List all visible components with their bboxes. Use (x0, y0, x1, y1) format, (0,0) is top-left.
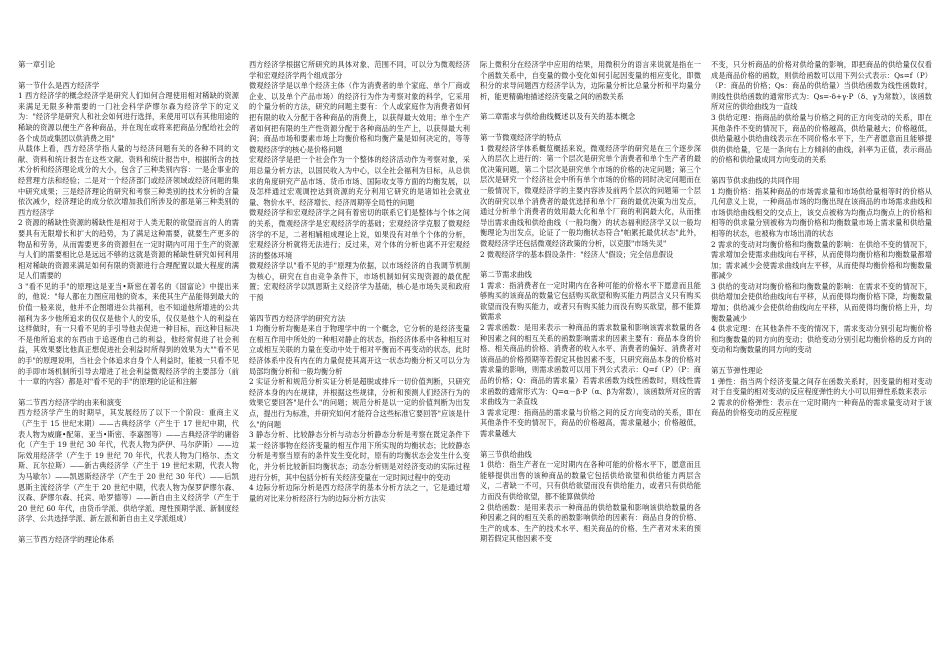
body-paragraph: 际上微积分在经济学中应用的结果，用微积分的语言来说就是指在一个函数关系中，自变量的微小变化如何引起因变量的相应变化，即微积分的求导问题西方经济学认为，边际量分析比总量分析和平均量分析，能更精确地描述经济变量之间的函数关系 (480, 60, 701, 101)
paragraph-spacer (18, 525, 239, 535)
section-heading: 第四节供求曲线的共同作用 (711, 175, 800, 185)
paragraph-spacer (711, 356, 932, 366)
body-paragraph: 西方经济学产生的时期早，其发展经历了以下一个阶段：重商主义（产生于 15 世纪末期）——古典经济学（产生于 17 世纪中期，代表人物为威廉•配第、亚当•斯密、李嘉图等）——古典经济学的庸俗化（产生于 19 世纪 30 年代，代表人物为萨伊、马尔萨斯）——边际效用经济学（产生于 19 世纪 70 年代，代表人物为门格尔、杰文斯、瓦尔拉斯）——新古典经济学（产生于 19 世纪末期，代表人物为马歇尔）——凯恩斯经济学（产生于 20 世纪 30 年代）——后凯恩斯主流经济学（产生于 20 世纪中期，代表人物为保罗萨缪尔森、汉森、萨缪尔森、托宾、哈罗德等）——新自由主义经济学（产生于 20 世纪 60 年代，由货币学派、供给学派、理性预期学派、新制度经济学、公共选择学派、新左派和新自由主义学派组成） (18, 408, 239, 524)
text-column-2 (249, 60, 470, 672)
section-heading: 第四节西方经济学的研究方法 (249, 313, 346, 323)
body-paragraph: 1 微观经济学体系概览概括来说，微观经济学的研究是在三个逐步深入的层次上进行的：第一个层次是研究单个消费者和单个生产者的最优决策问题，第二个层次是研究单个市场的价格的决定问题；第三个层次是研究一个经济社会中所有单个市场的价格的同时决定问题而在一般情况下，微观经济学的主要内容涉及前两个层次的问题第一个层次的研究以单个消费者的最优选择和单个厂商的最优决策为出发点，通过分析单个消费者的效用最大化和单个厂商的利润最大化，从而推导出需求曲线和供给曲线（一般均衡）的状态福利经济学又以一般均衡理论为出发点，论证了一般均衡状态符合"帕累托最优状态"此外，微观经济学还包括微观经济政策的分析，以克服"市场失灵" (480, 143, 701, 248)
text-column-3 (480, 60, 701, 672)
body-paragraph: 微观经济学和宏观经济学之间有着密切的联系它们是整体与个体之间的关系，微观经济学是宏观经济学的基础；宏观经济学克服了微观经济学的不足，二者相辅相成理论上说，如果没有对单个个体的分析，宏观经济分析就将无法进行；反过来，对个体的分析也离不开宏观经济的整体环境 (249, 208, 470, 260)
body-paragraph: 微观经济学以"看不见的手"原理为依据，以市场经济的自我调节机制为核心，研究在自由竞争条件下，市场机制如何实现资源的最优配置；宏观经济学以凯恩斯主义经济学为基础，核心是市场失灵和政府干预 (249, 261, 470, 303)
body-paragraph: 2 资源的稀缺性资源的稀缺性是相对于人类无限的欲望而言的人的需要具有无限增长和扩大的趋势，为了满足这种需要，就要生产更多的物品和劳务，从而需要更多的资源但在一定时期内可用于生产的资源与人们的需要相比总是远远不够的这就是资源的稀缺性研究如何利用相对稀缺的资源来满足如何有限的资源进行合理配置以最大程度的满足人们需要的 (18, 218, 239, 281)
section-heading: 第一节什么是西方经济学 (18, 80, 100, 90)
body-paragraph: 1 供给：指生产者在一定时期内在各种可能的价格水平下，愿意而且能够提供出售的该种商品的数量它包括供给欲望和供给能力两层含义，二者缺一不可，只有供给欲望而没有供给能力，或者只有供给能力而没有供给欲望，都不能算做供给 (480, 460, 701, 501)
body-paragraph: 西方经济学根据它所研究的具体对象、范围不同，可以分为微观经济学和宏观经济学两个组成部分 (249, 60, 470, 80)
section-heading: 第一章引论 (18, 60, 55, 69)
body-paragraph: 1 需求：指消费者在一定时期内在各种可能的价格水平下愿意而且能够购买的该商品的数量它包括购买欲望和购买能力两层含义只有购买欲望而没有购买能力，或者只有购买能力而没有购买欲望，都不能算做需求 (480, 280, 701, 322)
body-paragraph: 宏观经济学是把一个社会作为一个整体的经济活动作为考察对象，采用总量分析方法，以国民收入为中心，以全社会福利为目标，从总供求的角度研究产品市场、货币市场、国际收支等方面的均衡发展，以及怎样通过宏观调控达到资源的充分利用它研究的是诸如社会就业量、物价水平、经济增长、经济周期等全局性的问题 (249, 155, 470, 207)
body-paragraph: 4 供求定理：在其他条件不变的情况下，需求变动分别引起均衡价格和均衡数量的同方向的变动；供给变动分别引起均衡价格的反方向的变动和均衡数量的同方向的变动 (711, 324, 932, 355)
paragraph-spacer (18, 388, 239, 398)
body-paragraph: 2 微观经济学的基本假设条件："经济人"假设；完全信息假设 (480, 249, 674, 259)
body-paragraph: 3 "看不见的手"的原理这是亚当•斯密在著名的《国富论》中提出来的，他说："每人都在力图应用他的资本，来使其生产品能得到最大的价值一般来说，他并不企图增进公共福利，也不知道他所增进的公共福利为多少他所追求的仅仅是他个人的安乐，仅仅是他个人的利益在这样做时，有一只看不见的手引导他去促进一种目标，而这种目标决不是他所追求的东西由于追逐他自己的利益，他经常促进了社会利益，其效果要比他真正想促进社会利益时所得到的效果为大""看不见的手"的原理说明，当社会个体追求自身个人利益时，能被一只看不见的手即市场机制所引导去增进了社会利益微观经济学的主要部分（前十一章的内容）都是对"看不见的手"的原理的论证和注解 (18, 281, 239, 387)
section-heading: 第三节西方经济学的理论体系 (18, 534, 115, 544)
paragraph-spacer (18, 71, 239, 81)
body-paragraph: 3 需求定理：指商品的需求量与价格之间的反方向变动的关系，即在其他条件不变的情况下，商品的价格越高，需求量越小；价格越低，需求量越大 (480, 407, 701, 438)
body-paragraph: 2 需求的变动对均衡价格和均衡数量的影响：在供给不变的情况下，需求增加会使需求曲线向右平移，从而使得均衡价格和均衡数量都增加；需求减少会使需求曲线向左平移，从而使得均衡价格和均衡数量都减少 (711, 239, 932, 281)
text-column-4 (711, 60, 932, 672)
section-heading: 第一节微观经济学的特点 (480, 132, 562, 142)
section-heading: 第二节西方经济学的由来和演变 (18, 397, 122, 407)
body-paragraph: 2 供给函数：是用来表示一种商品的供给数量和影响该供给数量的各种因素之间的相互关系的函数影响供给的因素有：商品自身的价格、生产的成本、生产的技术水平、相关商品的价格、生产者对未来的预期若假定其他因素不变 (480, 502, 701, 544)
paragraph-spacer (480, 440, 701, 450)
paragraph-spacer (711, 166, 932, 176)
body-paragraph: 2 需求函数：是用来表示一种商品的需求数量和影响该需求数量的各种因素之间的相互关系的函数影响需求的因素主要有：商品本身的价格、相关商品的价格、消费者的收入水平、消费者的偏好、消费者对该商品的价格预期等若假定其他因素不变，只研究商品本身的价格对需求量的影响，则需求函数可以用下列公式表示：Q=f（P）（P：商品的价格；Q：商品的需求量）若需求函数为线性函数时，则线性需求函数的通常形式为：Q=α－β·P（α、β为常数），该函数所对应的需求曲线为一条直线 (480, 323, 701, 407)
paragraph-spacer (480, 102, 701, 112)
body-paragraph: 1 均衡分析均衡是来自于物理学中的一个概念，它分析的是经济变量在相互作用中所处的一种相对静止的状态，指经济体系中各种相互对立或相互关联的力量在变动中处于相对平衡而不再变动的状态，此时经济体系中没有内在的力量促使其离开这一状态均衡分析又可以分为局部均衡分析和一般均衡分析 (249, 324, 470, 376)
body-paragraph: 2 需求的价格弹性：表示在一定时期内一种商品的需求量变动对于该商品的价格变动的反应程度 (711, 397, 932, 418)
body-paragraph: 1 弹性：指当两个经济变量之间存在函数关系时，因变量的相对变动对于自变量的相对变动的反应程度弹性的大小可以用弹性系数来表示 (711, 376, 932, 397)
body-paragraph: 1 西方经济学的概念经济学是研究人们如何合理使用相对稀缺的资源来满足无限多种需要的一门社会科学萨缪尔森为经济学下的定义为："经济学是研究人和社会如何进行选择，来使用可以有其他用途的稀缺的资源以便生产各种商品，并在现在或将来把商品分配给社会的各个成员或集团以供消费之用" (18, 91, 239, 143)
body-paragraph: 3 供给的变动对均衡价格和均衡数量的影响：在需求不变的情况下，供给增加会使供给曲线向右平移，从而使得均衡价格下降，均衡数量增加；供给减少会使供给曲线向左平移，从而使得均衡价格上升，均衡数量减少 (711, 281, 932, 323)
paragraph-spacer (480, 123, 701, 133)
text-column-1 (18, 60, 239, 672)
body-paragraph: 3 供给定理：指商品的供给量与价格之间的正方向变动的关系，即在其他条件不变的情况下，商品的价格越高，供给量越大；价格越低，供给量越小供给曲线表示在不同价格水平下，生产者愿意而且能够提供的供给量，它是一条向右上方倾斜的曲线，斜率为正值，表示商品的价格和供给量成同方向变动的关系 (711, 112, 932, 165)
paragraph-spacer (249, 304, 470, 314)
body-paragraph: 1 均衡价格：指某种商品的市场需求量和市场供给量相等时的价格从几何意义上说，一种商品市场的均衡出现在该商品的市场需求曲线和市场供给曲线相交的交点上，该交点被称为均衡点均衡点上的价格和相等的供求量分别被称为均衡价格和均衡数量市场上需求量和供给量相等的状态，也被称为市场出清的状态 (711, 186, 932, 238)
section-heading: 第三节供给曲线 (480, 449, 532, 459)
paragraph-spacer (480, 260, 701, 270)
section-heading: 第二章需求与供给曲线概述以及有关的基本概念 (480, 112, 636, 122)
body-paragraph: 2 实证分析和规范分析实证分析是超脱或排斥一切价值判断，只研究经济本身的内在规律，并根据这些规律，分析和预测人们经济行为的效果它要回答"是什么"的问题；规范分析是以一定的价值判断为出发点，提出行为标准，并研究如何才能符合这些标准它要回答"应该是什么"的问题 (249, 377, 470, 429)
body-paragraph: 微观经济学是以单个经济主体（作为消费者的单个家庭、单个厂商或企业、以及单个产品市场）的经济行为作为考察对象的科学，它采用的个量分析的方法，研究的问题主要有：个人或家庭作为消费者如何把有限的收入分配于各种商品的消费上，以获得最大效用；单个生产者如何把有限的生产性资源分配于各种商品的生产上，以获得最大利润；商品市场和要素市场上均衡价格和均衡产量是如何决定的，等等微观经济学的核心是价格问题 (249, 81, 470, 154)
body-paragraph: 4 边际分析边际分析是西方经济学的基本分析方法之一，它是通过增量的对比来分析经济行为的边际分析方法实 (249, 483, 470, 503)
body-paragraph: 不变，只分析商品的价格对供给量的影响，即把商品的供给量仅仅看成是商品价格的函数，则供给函数可以用下列公式表示：Qs=f（P）（P：商品的价格；Qs：商品的供给量）当供给函数为线性函数时，则线性供给函数的通常形式为：Qs=-δ+γ·P（δ、γ为常数），该函数所对应的供给曲线为一直线 (711, 60, 932, 112)
section-heading: 第二节需求曲线 (480, 270, 532, 280)
body-paragraph: 从载体上看，西方经济学指人量的与经济问题有关的各种不同的文献、资料和统计报告在这些文献、资料和统计报告中，根据所含的技术分析和经济理论成分的大小，包含了三种类别内容：一是企事业的经营理方法和经验；二是对一个经济部门或经济领域或经济问题的集中研究成果；三是经济理论的研究和考察三种类别的技术分析的含量依次减少，经济理论的成分依次增加我们所涉及的都是第三种类别的西方经济学 (18, 144, 239, 217)
body-paragraph: 3 静态分析、比较静态分析与动态分析静态分析是考察在既定条件下某一经济事物在经济变量的相互作用下所实现的均衡状态；比较静态分析是考察当原有的条件发生变化时，原有的均衡状态会发生什么变化，并分析比较新旧均衡状态；动态分析则是对经济变动的实际过程进行分析，其中包括分析有关经济变量在一定时间过程中的变动 (249, 430, 470, 482)
section-heading: 第五节弹性理论 (711, 366, 763, 376)
